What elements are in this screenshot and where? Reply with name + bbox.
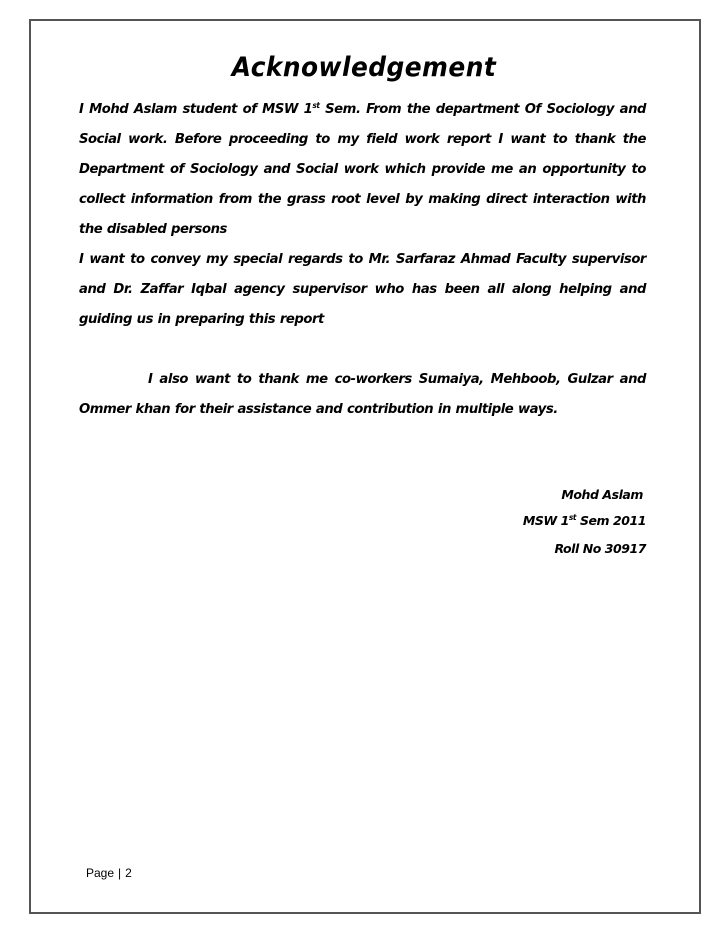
paragraph-thanks: I also want to thank me co-workers Sumaiya, Mehboob, Gulzar and Ommer khan for their assistance and contribution in multiple ways.	[79, 372, 646, 417]
paragraph-intro-text-b: Sem. From the department Of Sociology and Social work. Before proceeding to my field work report I want to thank the Department of Sociology and Social work which provide me an opportunity to collect information from the grass root level by making direct interaction with the disabled persons	[79, 102, 646, 237]
paragraph-intro-text-a: I Mohd Aslam student of MSW 1	[79, 102, 313, 117]
signature-course-a: MSW 1	[522, 513, 569, 528]
paragraph-regards: I want to convey my special regards to Mr. Sarfaraz Ahmad Faculty supervisor and Dr. Zaffar Iqbal agency supervisor who has been all along helping and guiding us in preparing this report	[79, 252, 646, 327]
page-footer	[86, 866, 132, 880]
ordinal-suffix: st	[312, 101, 320, 110]
footer-separator: |	[118, 866, 122, 880]
signature-name: Mohd Aslam	[561, 487, 643, 502]
signature-course-suffix: st	[568, 513, 577, 522]
page-number: 2	[125, 866, 132, 880]
signature-course-b: Sem 2011	[576, 513, 646, 528]
page-title: Acknowledgement	[231, 52, 497, 83]
signature-course	[523, 513, 646, 528]
signature-roll-number: Roll No 30917	[554, 541, 646, 556]
page-label: Page	[86, 866, 115, 880]
paragraph-intro	[79, 95, 646, 245]
